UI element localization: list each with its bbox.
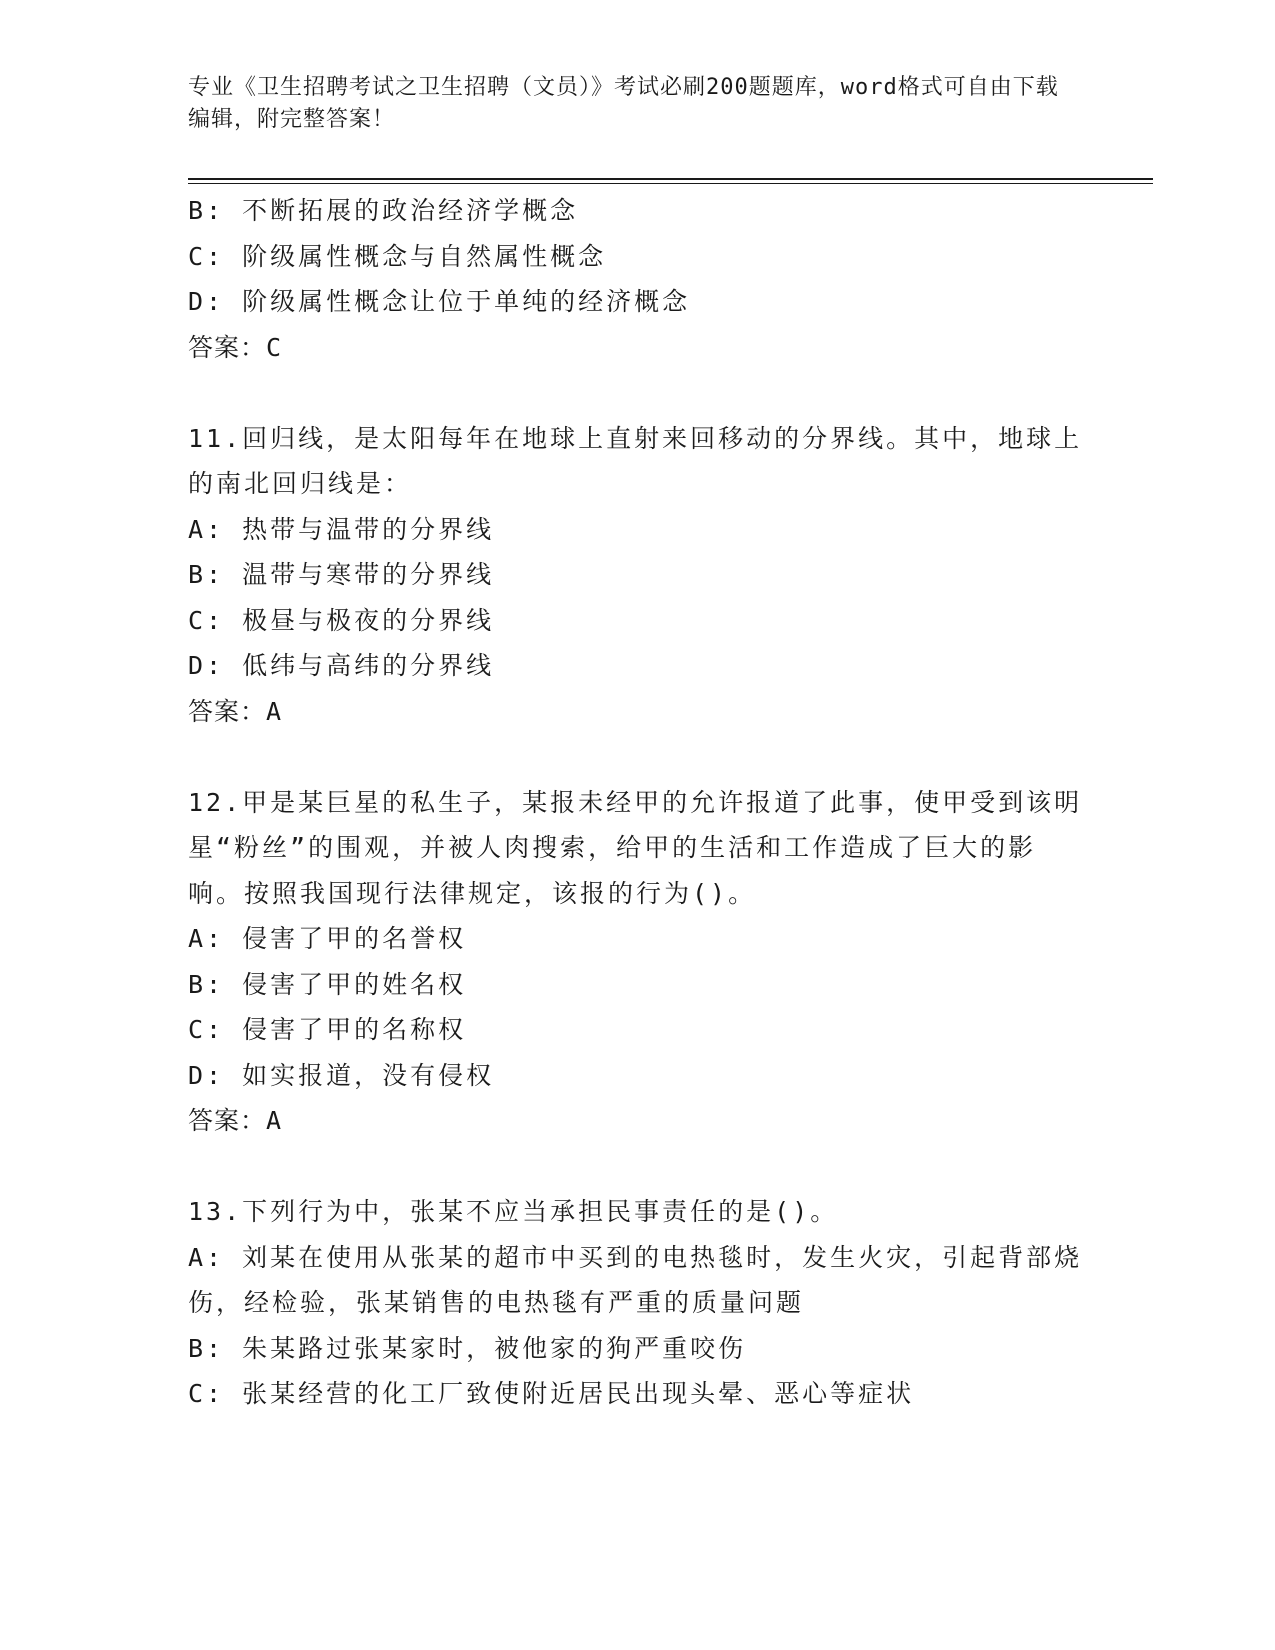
option-c: C: 极昼与极夜的分界线 [188,605,495,635]
header-divider-thick [188,178,1153,180]
option-c: C: 阶级属性概念与自然属性概念 [188,241,607,271]
question-list [188,188,1088,1417]
option-d: D: 阶级属性概念让位于单纯的经济概念 [188,287,691,316]
option-b: B: 不断拓展的政治经济学概念 [188,196,579,225]
question-11 [188,416,1088,735]
question-10 [188,188,1088,370]
option-c: C: 侵害了甲的名称权 [188,1015,467,1044]
question-13 [188,1189,1088,1417]
option-c: C: 张某经营的化工厂致使附近居民出现头晕、恶心等症状 [188,1379,915,1408]
question-12 [188,780,1088,1144]
document-header: 专业《卫生招聘考试之卫生招聘（文员）》考试必刷200题题库，word格式可自由下载编辑，附完整答案！ [188,75,1059,132]
option-b: B: 朱某路过张某家时，被他家的狗严重咬伤 [188,1333,747,1363]
option-a: A: 侵害了甲的名誉权 [188,924,467,953]
option-d: D: 如实报道，没有侵权 [188,1060,495,1090]
option-d: D: 低纬与高纬的分界线 [188,651,495,680]
answer: 答案：A [188,696,283,726]
option-b: B: 温带与寒带的分界线 [188,560,495,589]
answer: 答案：A [188,1106,283,1135]
spacer [188,370,1088,416]
header-divider-thin [188,183,1153,184]
question-stem: 11.回归线，是太阳每年在地球上直射来回移动的分界线。其中，地球上的南北回归线是： [188,423,1083,498]
spacer [188,734,1088,780]
option-a: A: 刘某在使用从张某的超市中买到的电热毯时，发生火灾，引起背部烧伤，经检验，张某销售的电热毯有严重的质量问题 [188,1242,1083,1317]
option-a: A: 热带与温带的分界线 [188,514,495,544]
answer: 答案：C [188,332,283,362]
question-stem: 13.下列行为中，张某不应当承担民事责任的是()。 [188,1197,839,1226]
spacer [188,1144,1088,1190]
option-b: B: 侵害了甲的姓名权 [188,969,467,999]
question-stem: 12.甲是某巨星的私生子，某报未经甲的允许报道了此事，使甲受到该明星“粉丝”的围观，并被人肉搜索，给甲的生活和工作造成了巨大的影响。按照我国现行法律规定，该报的行为()。 [188,787,1083,908]
